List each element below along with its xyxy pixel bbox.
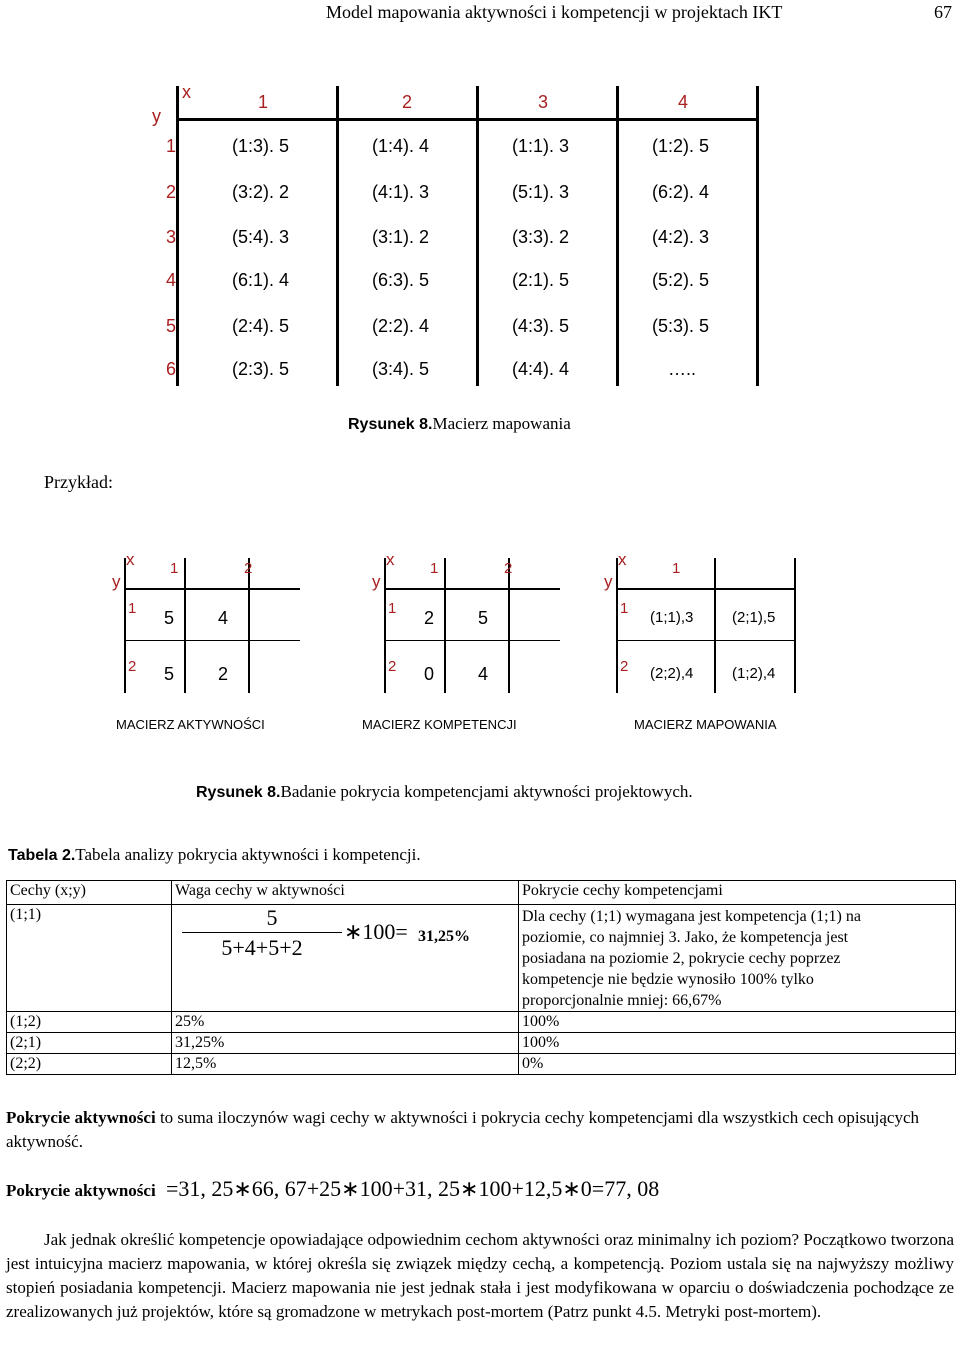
row-header: 1 — [620, 600, 629, 617]
y-axis-label: y — [112, 572, 121, 591]
page-number: 67 — [934, 2, 952, 22]
matrix-cell: (2:3). 5 — [232, 359, 290, 379]
mapping-matrix-figure — [0, 0, 960, 400]
matrix-cell: (1:2). 5 — [652, 136, 710, 156]
matrix-cell: (4:4). 4 — [512, 359, 570, 379]
matrix-cell: (4:1). 3 — [372, 182, 430, 202]
weight-formula-cell — [172, 905, 519, 1012]
figure-caption — [348, 414, 571, 434]
matrix-cell: (3:2). 2 — [232, 182, 290, 202]
x-axis-label: x — [126, 550, 135, 569]
matrix-cell: (5:1). 3 — [512, 182, 570, 202]
column-header: 2 — [402, 92, 413, 112]
table-cell: (2;1) — [7, 1033, 172, 1054]
x-axis-label: x — [618, 550, 627, 569]
table-cell: (1;1) — [7, 905, 172, 1012]
matrix-cell: (3:4). 5 — [372, 359, 430, 379]
matrix-cell: (1;2),4 — [732, 665, 776, 682]
definition-term: Pokrycie aktywności — [6, 1108, 156, 1127]
column-header: 1 — [170, 560, 179, 577]
matrix-cell: (5:2). 5 — [652, 270, 710, 290]
row-header: 3 — [166, 227, 177, 247]
example-label: Przykład: — [44, 472, 113, 492]
matrix-cell: (2:4). 5 — [232, 316, 290, 336]
matrix-cell: 5 — [164, 664, 175, 684]
matrix-cell: (3:1). 2 — [372, 227, 430, 247]
matrix-cell: (6:3). 5 — [372, 270, 430, 290]
caption-label: Rysunek 8. — [348, 416, 433, 433]
caption-label: Tabela 2. — [8, 847, 76, 864]
y-axis-label: y — [372, 572, 381, 591]
matrix-cell: 5 — [478, 608, 489, 628]
x-axis-label: x — [386, 550, 395, 569]
formula-times: ∗100= — [344, 919, 408, 944]
table-row — [7, 905, 956, 1012]
table-caption — [8, 845, 421, 865]
fraction-numerator: 5 — [266, 905, 278, 930]
row-header: 2 — [166, 182, 177, 202]
matrix-cell: (6:2). 4 — [652, 182, 710, 202]
table-cell: 100% — [519, 1033, 956, 1054]
row-header: 1 — [388, 600, 397, 617]
row-header: 2 — [128, 658, 137, 675]
table-row — [7, 1012, 956, 1033]
column-header: 2 — [244, 560, 253, 577]
row-header: 4 — [166, 270, 177, 290]
formula-expression: =31, 25∗66, 67+25∗100+31, 25∗100+12,5∗0=77, 08 — [165, 1176, 660, 1201]
matrix-caption: MACIERZ MAPOWANIA — [634, 717, 777, 732]
table-header: Cechy (x;y) — [7, 881, 172, 905]
matrix-cell: (4:3). 5 — [512, 316, 570, 336]
fraction-denominator: 5+4+5+2 — [221, 935, 303, 960]
caption-label: Rysunek 8. — [196, 784, 281, 801]
competence-matrix — [360, 550, 560, 700]
column-header: 1 — [430, 560, 439, 577]
figure-caption — [196, 782, 693, 802]
definition-paragraph — [6, 1106, 956, 1154]
table-cell: (1;2) — [7, 1012, 172, 1033]
table-cell: (2;2) — [7, 1054, 172, 1075]
coverage-line: poziomie, co najmniej 3. Jako, że kompetencja jest — [522, 929, 849, 946]
table-cell: 25% — [172, 1012, 519, 1033]
column-header: 2 — [504, 560, 513, 577]
coverage-line: posiadana na poziomie 2, pokrycie cechy poprzez — [522, 950, 841, 967]
definition-text: to suma iloczynów wagi cechy w aktywności i pokrycia cechy kompetencjami dla wszystkich cech opisujących aktywność. — [6, 1108, 920, 1151]
matrix-cell: (3:3). 2 — [512, 227, 570, 247]
matrix-cell: (5:3). 5 — [652, 316, 710, 336]
table-cell: 100% — [519, 1012, 956, 1033]
y-axis-label: y — [604, 572, 613, 591]
caption-text: Badanie pokrycia kompetencjami aktywności projektowych. — [280, 782, 693, 801]
column-header: 1 — [258, 92, 269, 112]
table-cell: 12,5% — [172, 1054, 519, 1075]
row-header: 6 — [166, 359, 177, 379]
row-header: 5 — [166, 316, 177, 336]
closing-paragraph: Jak jednak określić kompetencje opowiadające odpowiednim cechom aktywności oraz minimalny ich poziom? Początkowo tworzona jest intuicyjna macierz mapowania, w której określa się związek między cechą, a kompetencją. Poziom ustala się na najwyższy możliwy stopień posiadania kompetencji. Macierz mapowania nie jest jednak stała i jest modyfikowana w oparciu o doświadczenia pochodzące ze zrealizowanych już projektów, które są gromadzone w metrykach post-mortem (Patrz punkt 4.5. Metryki post-mortem). — [6, 1230, 954, 1321]
column-header: 1 — [672, 560, 681, 577]
coverage-formula — [6, 1176, 659, 1202]
mapping-matrix-small — [592, 550, 802, 700]
table-cell: 0% — [519, 1054, 956, 1075]
matrix-cell: 0 — [424, 664, 435, 684]
caption-text: Tabela analizy pokrycia aktywności i kompetencji. — [75, 845, 421, 864]
matrix-cell: 5 — [164, 608, 175, 628]
coverage-line: kompetencje nie będzie wynosiło 100% tylko — [522, 971, 814, 988]
matrix-caption: MACIERZ KOMPETENCJI — [362, 717, 517, 732]
table-cell — [519, 905, 956, 1012]
x-axis-label: x — [182, 82, 191, 102]
matrix-cell: (1:3). 5 — [232, 136, 290, 156]
matrix-cell: (1:1). 3 — [512, 136, 570, 156]
matrix-cell: (2;2),4 — [650, 665, 694, 682]
matrix-cell: 2 — [218, 664, 229, 684]
table-cell: 31,25% — [172, 1033, 519, 1054]
coverage-line: Dla cechy (1;1) wymagana jest kompetencja (1;1) na — [522, 908, 861, 925]
matrix-cell: (6:1). 4 — [232, 270, 290, 290]
column-header: 3 — [538, 92, 549, 112]
activity-matrix — [100, 550, 300, 700]
coverage-line: proporcjonalnie mniej: 66,67% — [522, 992, 722, 1009]
analysis-table — [6, 880, 956, 1075]
caption-text: Macierz mapowania — [432, 414, 571, 433]
column-header: 4 — [678, 92, 689, 112]
matrix-cell: 2 — [424, 608, 435, 628]
formula-result: 31,25% — [418, 928, 470, 945]
running-header: Model mapowania aktywności i kompetencji w projektach IKT — [326, 2, 783, 22]
matrix-cell: (2:1). 5 — [512, 270, 570, 290]
table-header: Waga cechy w aktywności — [172, 881, 519, 905]
matrix-cell: 4 — [218, 608, 229, 628]
row-header: 1 — [166, 136, 177, 156]
row-header: 2 — [620, 658, 629, 675]
formula-term: Pokrycie aktywności — [6, 1181, 156, 1200]
matrix-cell: ….. — [668, 359, 697, 379]
matrix-cell: (1:4). 4 — [372, 136, 430, 156]
row-header: 1 — [128, 600, 137, 617]
row-header: 2 — [388, 658, 397, 675]
matrix-cell: (1;1),3 — [650, 609, 694, 626]
matrix-cell: (2:2). 4 — [372, 316, 430, 336]
matrix-caption: MACIERZ AKTYWNOŚCI — [116, 717, 265, 732]
matrix-cell: (2;1),5 — [732, 609, 776, 626]
matrix-cell: 4 — [478, 664, 489, 684]
table-header: Pokrycie cechy kompetencjami — [519, 881, 956, 905]
matrix-cell: (5:4). 3 — [232, 227, 290, 247]
table-row — [7, 1033, 956, 1054]
table-row — [7, 1054, 956, 1075]
table-header-row — [7, 881, 956, 905]
y-axis-label: y — [152, 106, 161, 126]
matrix-cell: (4:2). 3 — [652, 227, 710, 247]
